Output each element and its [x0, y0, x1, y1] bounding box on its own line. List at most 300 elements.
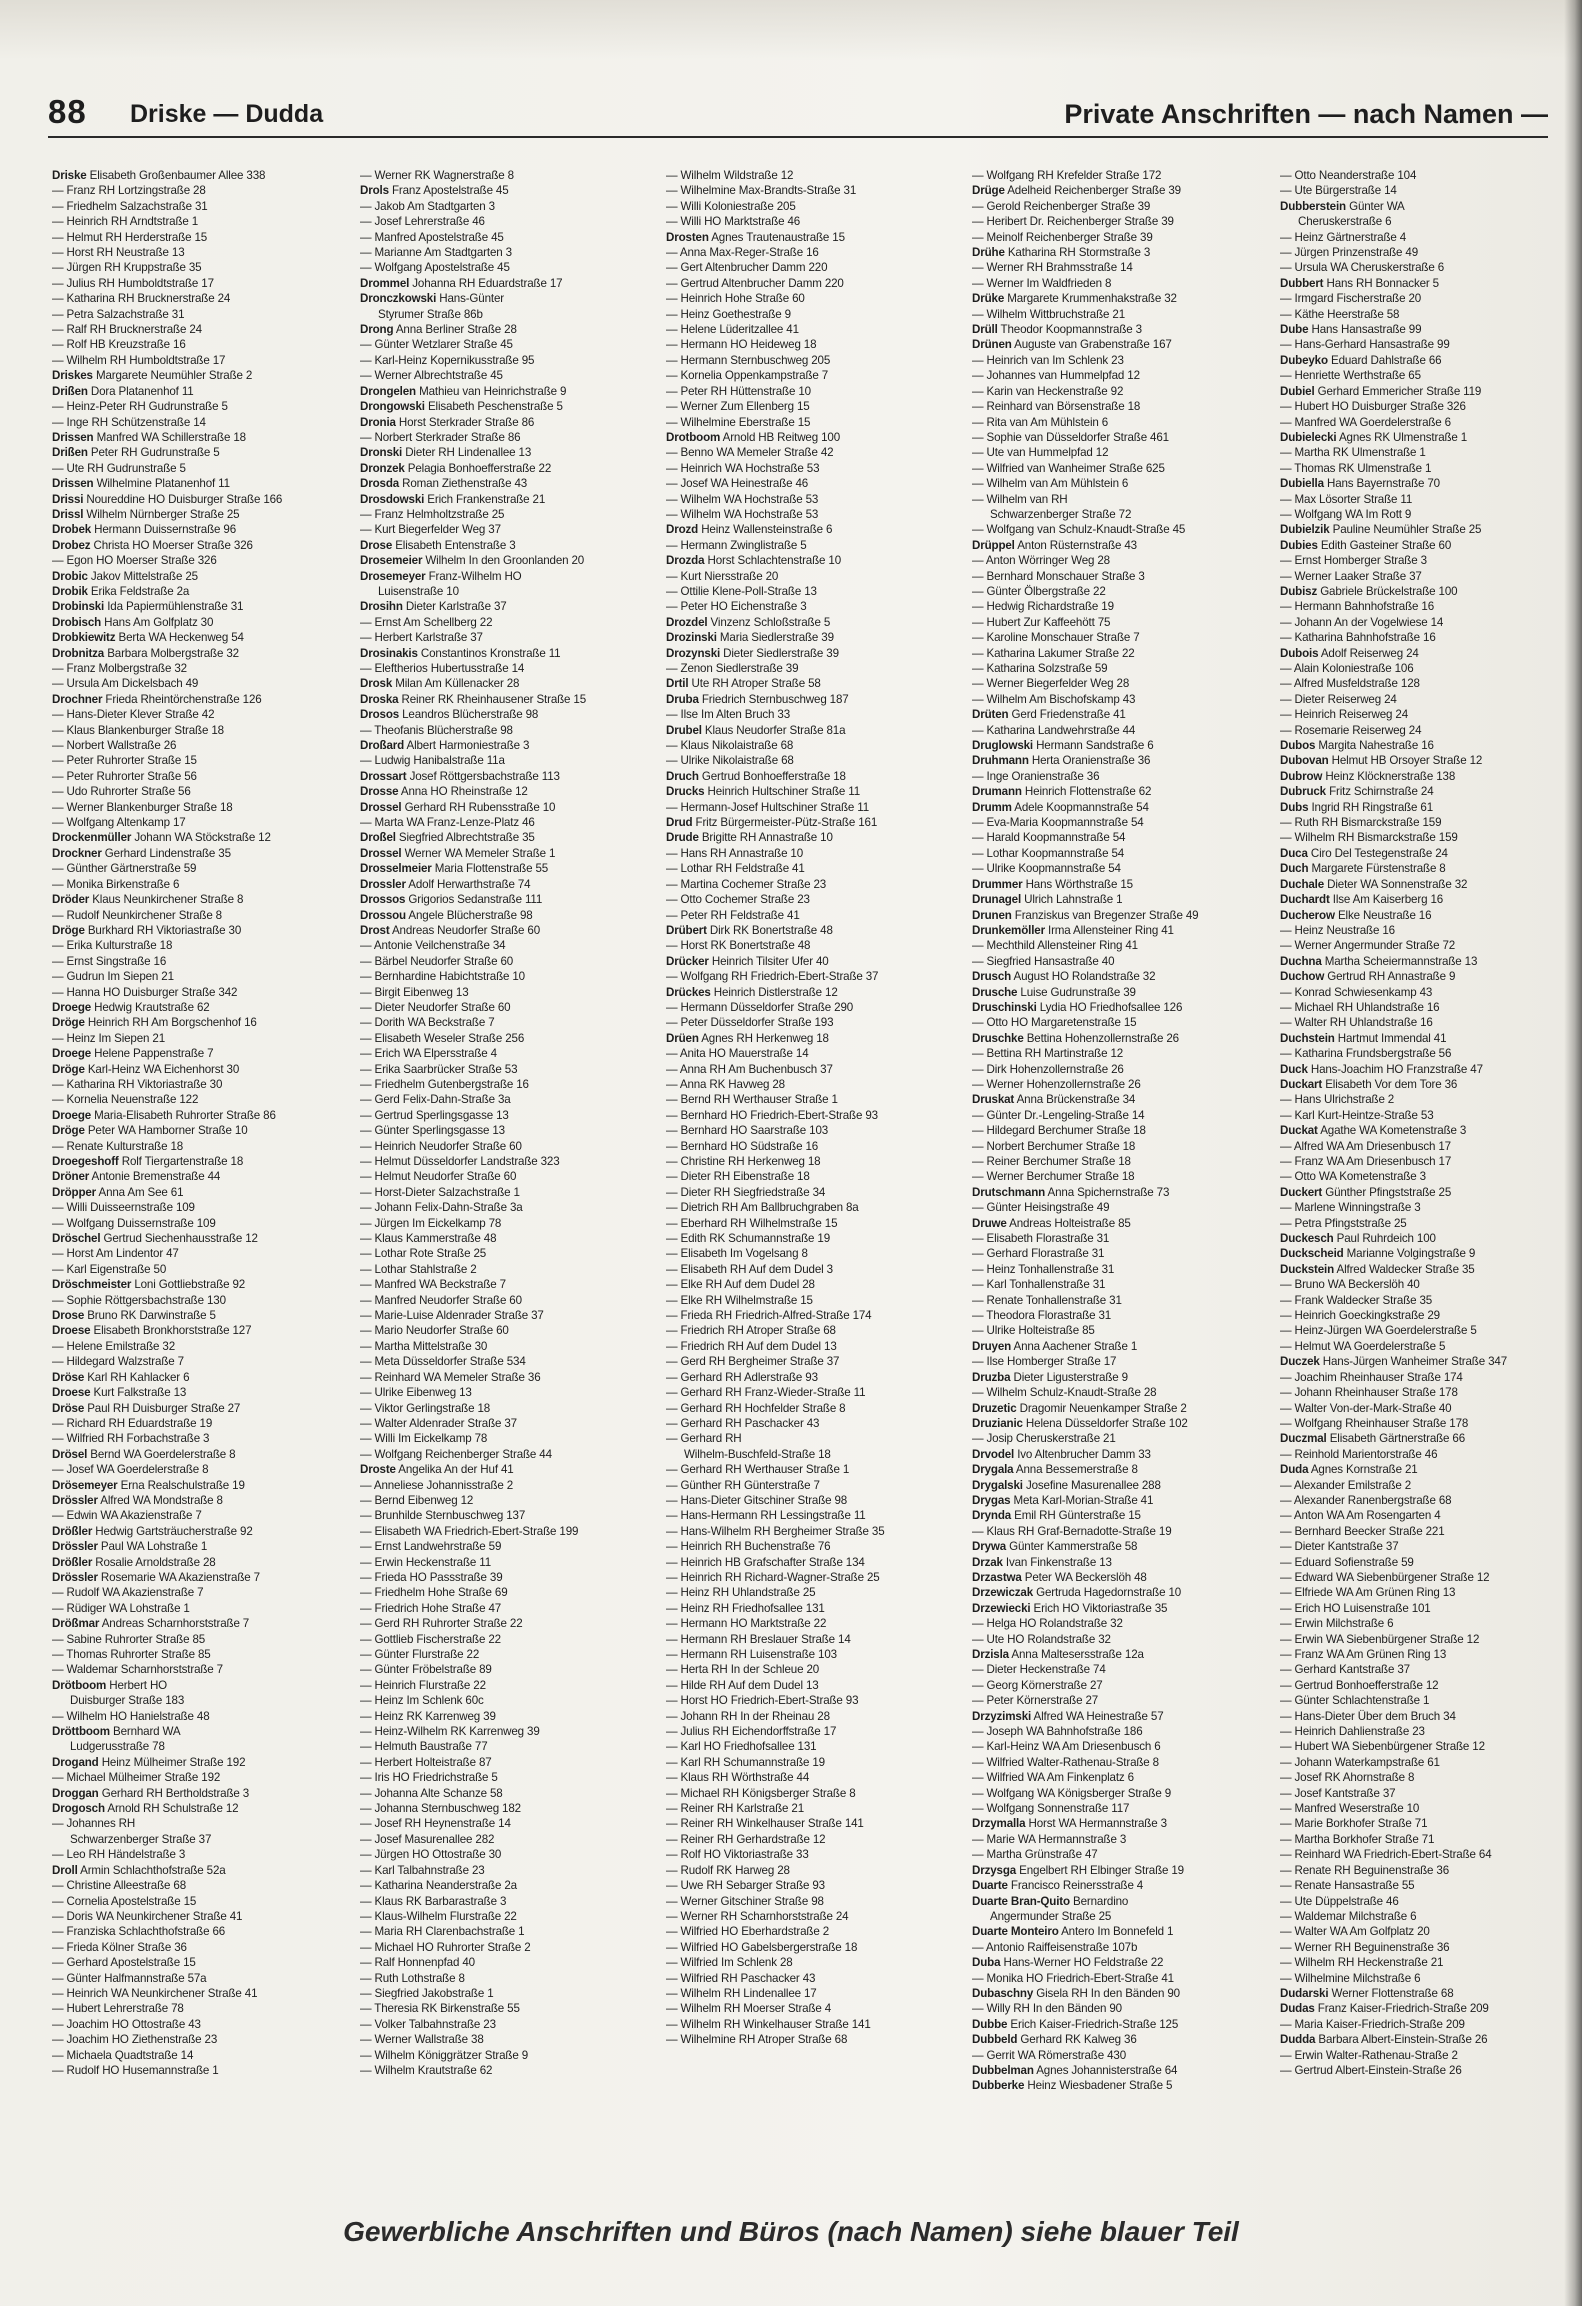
entry-details: — Martha RK Ulmenstraße 1	[1280, 446, 1426, 460]
directory-entry	[1280, 1339, 1552, 1354]
entry-details: — Bernhard HO Saarstraße 103	[666, 1124, 829, 1138]
entry-details: — Gerhard RH Werthauser Straße 1	[666, 1463, 850, 1477]
directory-entry	[360, 476, 648, 491]
directory-entry	[1280, 1246, 1552, 1261]
directory-entry	[972, 2032, 1260, 2047]
directory-entry	[972, 553, 1260, 568]
directory-entry	[1280, 830, 1552, 845]
entry-surname: Dubbe	[972, 2017, 1008, 2031]
directory-entry	[972, 199, 1260, 214]
entry-surname: Duarte Bran-Quito	[972, 1894, 1070, 1908]
directory-entry	[666, 707, 954, 722]
directory-entry	[1280, 553, 1552, 568]
entry-details: — Josef WA Goerdelerstraße 8	[52, 1463, 209, 1477]
entry-details: — Helga HO Rolandstraße 32	[972, 1617, 1123, 1631]
directory-entry	[666, 214, 954, 229]
entry-details: — Werner Im Waldfrieden 8	[972, 276, 1112, 290]
entry-details: — Dieter RH Eibenstraße 18	[666, 1170, 810, 1184]
directory-entry	[360, 260, 648, 275]
entry-details: — Wilfried Walter-Rathenau-Straße 8	[972, 1755, 1159, 1769]
directory-entry	[666, 1786, 954, 1801]
entry-details: — Peter RH Feldstraße 41	[666, 908, 800, 922]
entry-details: — Wolfgang RH Krefelder Straße 172	[972, 169, 1162, 182]
directory-entry	[360, 985, 648, 1000]
directory-entry	[360, 646, 648, 661]
entry-surname: Ducherow	[1280, 908, 1335, 922]
directory-entry	[972, 1971, 1260, 1986]
entry-details: — Julius RH Humboldtstraße 17	[52, 276, 214, 290]
entry-details: — Wolfgang Reichenberger Straße 44	[360, 1447, 552, 1461]
entry-details: Hans Bayernstraße 70	[1326, 477, 1440, 491]
entry-surname: Drösel	[52, 1447, 88, 1461]
directory-entry	[666, 260, 954, 275]
directory-entry	[666, 492, 954, 507]
directory-entry	[52, 1447, 340, 1462]
entry-details: — Gertrud Bonhoefferstraße 12	[1280, 1678, 1439, 1692]
entry-surname: Drozdel	[666, 615, 708, 629]
directory-entry	[972, 1200, 1260, 1215]
directory-entry	[52, 1231, 340, 1246]
entry-surname: Drzyzimski	[972, 1709, 1032, 1723]
entry-surname: Duckscheid	[1280, 1247, 1344, 1261]
directory-entry	[52, 384, 340, 399]
directory-entry	[52, 1277, 340, 1292]
entry-surname: Drosda	[360, 477, 400, 491]
directory-entry	[666, 476, 954, 491]
directory-entry	[972, 1339, 1260, 1354]
directory-entry	[666, 584, 954, 599]
entry-details: — Wilfried van Wanheimer Straße 625	[972, 461, 1165, 475]
directory-entry	[360, 1816, 648, 1831]
directory-entry	[666, 1092, 954, 1107]
directory-entry	[972, 2078, 1260, 2093]
directory-entry	[52, 969, 340, 984]
directory-entry	[52, 1863, 340, 1878]
directory-entry	[972, 738, 1260, 753]
directory-entry	[972, 307, 1260, 322]
entry-details: — Bernd RH Werthauser Straße 1	[666, 1093, 838, 1107]
directory-entry	[666, 168, 954, 183]
directory-entry	[666, 399, 954, 414]
entry-surname: Drissen	[52, 430, 94, 444]
directory-entry	[1280, 183, 1552, 198]
directory-entry	[1280, 938, 1552, 953]
directory-entry	[360, 1370, 648, 1385]
entry-details: — Ernst Homberger Straße 3	[1280, 554, 1427, 568]
entry-details: Gertrud Bonhoefferstraße 18	[701, 769, 846, 783]
entry-details: — Mechthild Allensteiner Ring 41	[972, 939, 1138, 953]
entry-details: Dieter Ligusterstraße 9	[1013, 1370, 1128, 1384]
entry-surname: Duczmal	[1280, 1432, 1327, 1446]
entry-details: Elke Neustraße 16	[1337, 908, 1432, 922]
directory-entry	[1280, 1632, 1552, 1647]
entry-surname: Drywa	[972, 1540, 1007, 1554]
entry-details: — Hubert HO Duisburger Straße 326	[1280, 400, 1466, 414]
directory-column-3	[666, 168, 954, 2198]
entry-details: Noureddine HO Duisburger Straße 166	[86, 492, 283, 506]
entry-details: — Manfred Neudorfer Straße 60	[360, 1293, 522, 1307]
entry-details: — Ottilie Klene-Poll-Straße 13	[666, 584, 817, 598]
entry-details: — Josip Cheruskerstraße 21	[972, 1432, 1116, 1446]
entry-details: — Michael RH Königsberger Straße 8	[666, 1786, 856, 1800]
entry-surname: Drongelen	[360, 384, 416, 398]
directory-entry	[666, 2001, 954, 2016]
entry-surname: Drzewiecki	[972, 1601, 1031, 1615]
entry-details: — Heinz Goethestraße 9	[666, 307, 791, 321]
entry-details: — Johann Felix-Dahn-Straße 3a	[360, 1201, 523, 1215]
entry-surname: Duchardt	[1280, 893, 1330, 907]
entry-surname: Drückes	[666, 985, 711, 999]
directory-entry	[360, 430, 648, 445]
directory-entry	[52, 1000, 340, 1015]
entry-details: — Rudolf Neunkirchener Straße 8	[52, 908, 222, 922]
directory-entry	[666, 1046, 954, 1061]
directory-entry	[666, 368, 954, 383]
entry-details: — Theofanis Blücherstraße 98	[360, 723, 513, 737]
directory-entry	[52, 1570, 340, 1585]
entry-details: — Jürgen RH Kruppstraße 35	[52, 261, 202, 275]
entry-surname: Drzak	[972, 1555, 1003, 1569]
entry-details: — Hubert Lehrerstraße 78	[52, 2002, 184, 2016]
entry-details: — Wolfgang WA Im Rott 9	[1280, 507, 1412, 521]
entry-details: — Walter Aldenrader Straße 37	[360, 1416, 517, 1430]
directory-entry	[52, 230, 340, 245]
entry-details: — Karl Tonhallenstraße 31	[972, 1278, 1106, 1292]
entry-surname: Dubbeld	[972, 2033, 1018, 2047]
directory-entry	[52, 1123, 340, 1138]
directory-entry	[360, 368, 648, 383]
entry-details: — Joachim HO Ottostraße 43	[52, 2017, 201, 2031]
entry-details: — Josef RH Heynenstraße 14	[360, 1817, 511, 1831]
entry-details: Dora Platanenhof 11	[90, 384, 194, 398]
entry-details: Anna Bessemerstraße 8	[1015, 1463, 1138, 1477]
entry-details: Dieter Karlstraße 37	[405, 600, 507, 614]
entry-details: Heinrich Distlerstraße 12	[713, 985, 838, 999]
entry-surname: Drüll	[972, 323, 998, 337]
entry-details: — Hermann HO Heideweg 18	[666, 338, 817, 352]
entry-details: — Peter Ruhrorter Straße 15	[52, 754, 197, 768]
entry-surname: Dröge	[52, 1062, 85, 1076]
directory-entry	[360, 599, 648, 614]
entry-details: — Anita HO Mauerstraße 14	[666, 1047, 809, 1061]
entry-details: — Ernst Landwehrstraße 59	[360, 1540, 502, 1554]
entry-surname: Drucks	[666, 785, 705, 799]
directory-entry	[52, 1246, 340, 1261]
entry-details: — Max Lösorter Straße 11	[1280, 492, 1413, 506]
entry-details: — Edwin WA Akazienstraße 7	[52, 1509, 202, 1523]
directory-entry	[360, 569, 648, 584]
directory-entry	[1280, 1416, 1552, 1431]
directory-entry	[52, 1524, 340, 1539]
directory-entry	[972, 476, 1260, 491]
entry-details: Bernhard WA	[112, 1725, 181, 1739]
entry-details: Hans-Werner HO Feldstraße 22	[1003, 1956, 1164, 1970]
directory-entry	[972, 1293, 1260, 1308]
entry-surname: Dröge	[52, 1016, 85, 1030]
entry-details: — Marlene Winningstraße 3	[1280, 1201, 1421, 1215]
entry-details: — Marie-Luise Aldenrader Straße 37	[360, 1309, 544, 1323]
directory-entry	[360, 908, 648, 923]
directory-entry	[666, 1015, 954, 1030]
directory-entry	[52, 830, 340, 845]
entry-surname: Dubiel	[1280, 384, 1315, 398]
entry-details: — Wilhelmine Max-Brandts-Straße 31	[666, 184, 857, 198]
entry-details: — Franz Molbergstraße 32	[52, 662, 187, 675]
entry-details: Peter RH Gudrunstraße 5	[90, 446, 220, 460]
directory-entry	[52, 1539, 340, 1554]
entry-details: — Wilhelmine Milchstraße 6	[1280, 1971, 1421, 1985]
entry-details: Katharina RH Stormstraße 3	[1007, 246, 1151, 260]
entry-surname: Drummer	[972, 877, 1023, 891]
entry-details: — Wilfried RH Paschacker 43	[666, 1971, 816, 1985]
directory-entry	[666, 1385, 954, 1400]
directory-entry	[1280, 1385, 1552, 1400]
entry-details: Anton Rüsternstraße 43	[1017, 538, 1137, 552]
directory-entry	[52, 183, 340, 198]
directory-entry	[360, 1786, 648, 1801]
entry-details: — Helmuth Baustraße 77	[360, 1740, 488, 1754]
entry-details: — Reiner RH Winkelhauser Straße 141	[666, 1817, 864, 1831]
entry-details: Johanna RH Eduardstraße 17	[412, 276, 563, 290]
entry-details: Andreas Scharnhorststraße 7	[101, 1617, 250, 1631]
directory-entry	[360, 1231, 648, 1246]
directory-entry	[52, 938, 340, 953]
entry-surname: Duchow	[1280, 970, 1325, 984]
directory-entry	[666, 1678, 954, 1693]
entry-details: Gabriele Brückelstraße 100	[1320, 584, 1458, 598]
directory-entry	[1280, 692, 1552, 707]
entry-details: — Bernhard HO Südstraße 16	[666, 1139, 819, 1153]
directory-column-2	[360, 168, 648, 2198]
directory-entry	[52, 784, 340, 799]
directory-entry	[666, 1770, 954, 1785]
entry-details: — Egon HO Moerser Straße 326	[52, 554, 217, 568]
directory-entry	[666, 1739, 954, 1754]
entry-details: — Günter Heisingstraße 49	[972, 1201, 1110, 1215]
entry-surname: Drobnitza	[52, 646, 105, 660]
directory-entry	[52, 260, 340, 275]
directory-entry	[1280, 1308, 1552, 1323]
entry-details: Dirk RK Bonertstraße 48	[709, 923, 833, 937]
directory-entry	[52, 908, 340, 923]
entry-details: — Hermann Düsseldorfer Straße 290	[666, 1000, 854, 1014]
entry-details: Antonie Bremenstraße 44	[91, 1170, 221, 1184]
directory-entry	[972, 1924, 1260, 1939]
directory-entry	[666, 1755, 954, 1770]
entry-details: Anna Aachener Straße 1	[1013, 1339, 1138, 1353]
entry-details: — Michael RH Uhlandstraße 16	[1280, 1000, 1440, 1014]
directory-entry	[1280, 1370, 1552, 1385]
entry-surname: Dubisz	[1280, 584, 1318, 598]
directory-entry	[1280, 291, 1552, 306]
directory-entry	[1280, 1015, 1552, 1030]
directory-entry	[666, 1293, 954, 1308]
entry-surname: Duchna	[1280, 954, 1322, 968]
entry-details: Arnold HB Reitweg 100	[722, 430, 840, 444]
entry-details: August HO Rolandstraße 32	[1013, 970, 1156, 984]
entry-surname: Drossel	[360, 846, 402, 860]
entry-details: Luise Gudrunstraße 39	[1020, 985, 1136, 999]
entry-details: Martha Scheiermannstraße 13	[1324, 954, 1478, 968]
entry-details: Horst Sterkrader Straße 86	[398, 415, 535, 429]
directory-entry	[52, 661, 340, 676]
directory-entry	[1280, 1693, 1552, 1708]
directory-entry	[972, 769, 1260, 784]
entry-surname: Duck	[1280, 1062, 1308, 1076]
entry-details: — Reiner RH Karlstraße 21	[666, 1802, 804, 1816]
entry-surname: Droege	[52, 1108, 92, 1122]
entry-details: — Alexander Emilstraße 2	[1280, 1478, 1412, 1492]
entry-details: — Werner RH Beguinenstraße 36	[1280, 1940, 1450, 1954]
entry-details: — Friedrich RH Auf dem Dudel 13	[666, 1339, 837, 1353]
directory-entry	[360, 1431, 648, 1446]
entry-details: Elisabeth Vor dem Tore 36	[1325, 1077, 1458, 1091]
entry-surname: Drobkiewitz	[52, 631, 116, 645]
entry-details: — Johann An der Vogelwiese 14	[1280, 615, 1444, 629]
directory-entry	[360, 1832, 648, 1847]
directory-entry	[972, 1632, 1260, 1647]
directory-entry	[972, 1077, 1260, 1092]
entry-details: — Friedrich Hohe Straße 47	[360, 1601, 502, 1615]
entry-details: — Theresia RK Birkenstraße 55	[360, 2002, 520, 2016]
entry-surname: Drockenmüller	[52, 831, 132, 845]
entry-details: — Renate Kulturstraße 18	[52, 1139, 184, 1153]
entry-details: Werner WA Memeler Straße 1	[404, 846, 556, 860]
entry-details: — Frieda HO Passstraße 39	[360, 1570, 503, 1584]
entry-details: — Erwin Milchstraße 6	[1280, 1617, 1394, 1631]
directory-entry	[1280, 1185, 1552, 1200]
directory-entry	[360, 1863, 648, 1878]
entry-details: — Rolf HO Viktoriastraße 33	[666, 1848, 809, 1862]
directory-entry	[666, 784, 954, 799]
directory-entry	[972, 1139, 1260, 1154]
entry-details: Edith Gasteiner Straße 60	[1320, 538, 1452, 552]
entry-details: — Elisabeth WA Friedrich-Ebert-Straße 199	[360, 1524, 579, 1538]
entry-details: Agnes Trautenaustraße 15	[711, 230, 845, 244]
entry-details: Armin Schlachthofstraße 52a	[80, 1863, 226, 1877]
entry-details: Ute RH Atroper Straße 58	[691, 677, 821, 691]
directory-entry	[666, 646, 954, 661]
entry-details: — Peter Düsseldorfer Straße 193	[666, 1016, 834, 1030]
directory-entry	[360, 1770, 648, 1785]
entry-details: — Doris WA Neunkirchener Straße 41	[52, 1909, 243, 1923]
entry-details: Alfred WA Mondstraße 8	[100, 1493, 223, 1507]
entry-details: Erna Realschulstraße 19	[120, 1478, 245, 1492]
entry-details: — Lothar Rote Straße 25	[360, 1247, 487, 1261]
entry-details: Duisburger Straße 183	[70, 1694, 185, 1708]
entry-details: — Wilhelm RH Humboldtstraße 17	[52, 353, 226, 367]
directory-entry	[360, 183, 648, 198]
entry-surname: Duckstein	[1280, 1262, 1335, 1276]
entry-details: — Wilfried HO Gabelsbergerstraße 18	[666, 1940, 858, 1954]
entry-details: — Renate Hansastraße 55	[1280, 1879, 1415, 1893]
entry-details: — Eduard Sofienstraße 59	[1280, 1555, 1414, 1569]
directory-entry	[360, 692, 648, 707]
directory-entry	[1280, 615, 1552, 630]
directory-entry	[52, 1832, 340, 1847]
entry-surname: Drobisch	[52, 615, 102, 629]
directory-entry	[52, 985, 340, 1000]
entry-surname: Drüke	[972, 292, 1005, 306]
entry-details: — Wolfgang Rheinhauser Straße 178	[1280, 1416, 1469, 1430]
entry-surname: Drobik	[52, 584, 88, 598]
page-name-range: Driske — Dudda	[130, 100, 324, 128]
directory-entry	[52, 168, 340, 183]
entry-surname: Drüge	[972, 184, 1005, 198]
directory-entry	[666, 199, 954, 214]
entry-surname: Droste	[360, 1463, 396, 1477]
entry-surname: Drotboom	[666, 430, 721, 444]
directory-entry	[1280, 276, 1552, 291]
entry-details: — Günter Dr.-Lengeling-Straße 14	[972, 1108, 1145, 1122]
directory-entry	[666, 307, 954, 322]
entry-details: Ida Papiermühlenstraße 31	[107, 600, 244, 614]
directory-entry	[360, 861, 648, 876]
directory-entry	[52, 599, 340, 614]
directory-entry	[1280, 985, 1552, 1000]
entry-surname: Druschke	[972, 1031, 1024, 1045]
entry-details: — Hermann HO Marktstraße 22	[666, 1617, 827, 1631]
entry-details: — Ruth RH Bismarckstraße 159	[1280, 816, 1442, 830]
entry-surname: Drunagel	[972, 893, 1022, 907]
directory-entry	[52, 1739, 340, 1754]
directory-entry	[52, 1308, 340, 1323]
directory-entry	[52, 1909, 340, 1924]
directory-entry	[972, 1185, 1260, 1200]
directory-entry	[360, 892, 648, 907]
entry-details: — Ursula WA Cheruskerstraße 6	[1280, 261, 1445, 275]
directory-entry	[972, 1585, 1260, 1600]
directory-entry	[972, 646, 1260, 661]
entry-details: Paul Ruhrdeich 100	[1336, 1232, 1436, 1246]
directory-entry	[972, 368, 1260, 383]
directory-entry	[666, 415, 954, 430]
entry-surname: Drzisla	[972, 1648, 1009, 1661]
entry-details: Wilhelm Nürnberger Straße 25	[86, 507, 240, 521]
entry-details: Ivan Finkenstraße 13	[1005, 1555, 1112, 1569]
entry-details: — Marta WA Franz-Lenze-Platz 46	[360, 816, 535, 830]
entry-details: — Heinz RH Uhlandstraße 25	[666, 1586, 816, 1600]
entry-details: — Werner RH Brahmsstraße 14	[972, 261, 1133, 275]
entry-details: Ilse Am Kaiserberg 16	[1332, 893, 1444, 907]
entry-details: — Gertrud Albert-Einstein-Straße 26	[1280, 2063, 1462, 2077]
entry-surname: Drtil	[666, 677, 689, 691]
directory-entry	[972, 1524, 1260, 1539]
entry-details: Milan Am Küllenacker 28	[395, 677, 520, 691]
entry-details: Rosemarie WA Akazienstraße 7	[100, 1570, 260, 1584]
directory-entry	[1280, 199, 1552, 214]
directory-entry	[360, 1508, 648, 1523]
entry-details: Agnes RH Herkenweg 18	[701, 1031, 829, 1045]
directory-entry	[666, 738, 954, 753]
entry-details: — Horst HO Friedrich-Ebert-Straße 93	[666, 1694, 859, 1708]
entry-details: — Wilfried HO Eberhardstraße 2	[666, 1925, 830, 1939]
directory-entry	[666, 1555, 954, 1570]
entry-details: — Willi Duisseernstraße 109	[52, 1201, 195, 1215]
entry-details: Emil RH Günterstraße 15	[1014, 1509, 1141, 1523]
directory-entry	[972, 1062, 1260, 1077]
entry-details: Erich Frankenstraße 21	[427, 492, 546, 506]
directory-entry	[1280, 1894, 1552, 1909]
entry-details: — Heinz Gärtnerstraße 4	[1280, 230, 1407, 244]
entry-details: — Johann Rheinhauser Straße 178	[1280, 1386, 1458, 1400]
entry-details: — Franziska Schlachthofstraße 66	[52, 1925, 226, 1939]
entry-details: — Franz RH Lortzingstraße 28	[52, 184, 206, 198]
directory-entry	[972, 1308, 1260, 1323]
entry-details: — Helmut WA Goerdelerstraße 5	[1280, 1339, 1446, 1353]
directory-entry	[972, 1154, 1260, 1169]
entry-details: Grigorios Sedanstraße 111	[408, 893, 543, 907]
